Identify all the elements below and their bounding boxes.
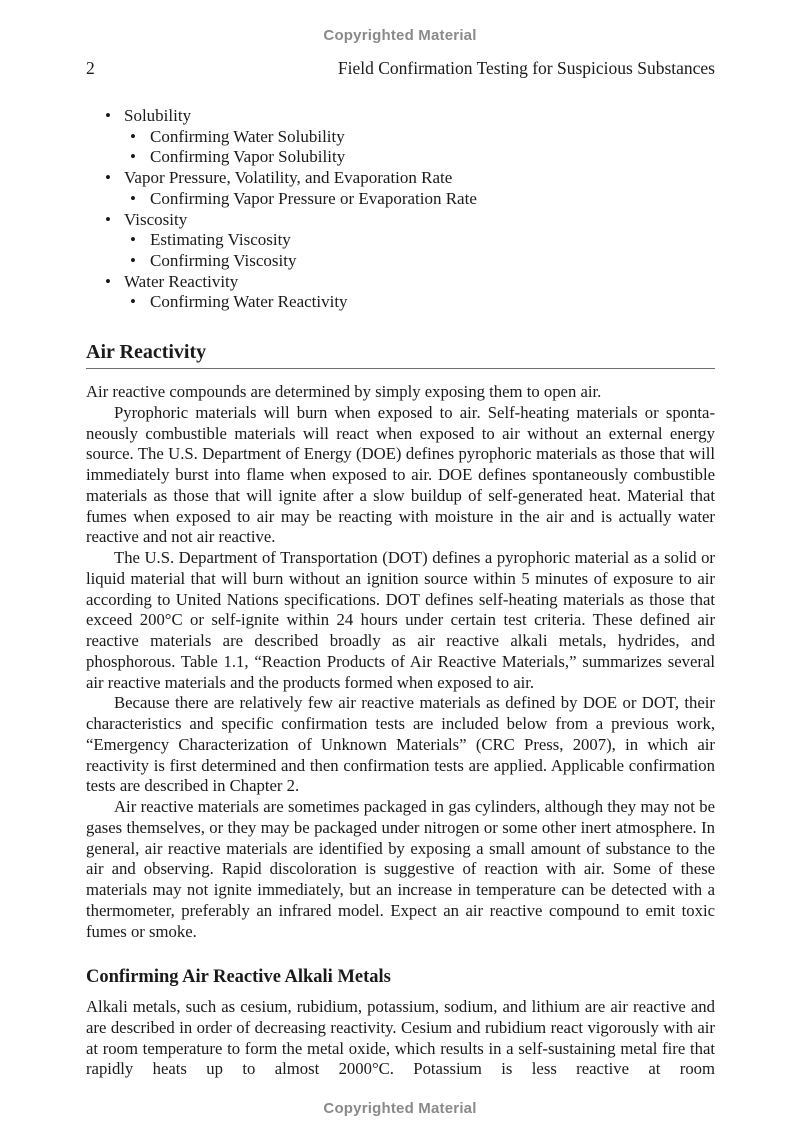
section-body	[86, 382, 715, 942]
page-number: 2	[86, 58, 95, 78]
running-title: Field Confirmation Testing for Suspicious Substances	[337, 58, 715, 78]
subtopic-item: • Confirming Water Reactivity	[86, 292, 715, 313]
body-paragraph: Because there are relatively few air reactive materials as defined by DOE or DOT, their characteristics and specific confirmation tests are included below from a previous work, “Emergency Characterization of Unknown Materials” (CRC Press, 2007), in which air reactivity is first determined and then confirmation tests are applied. Applicable confirmation tests are described in Chapter 2.	[86, 693, 715, 796]
topic-item: • Viscosity	[86, 210, 715, 231]
topic-list	[86, 106, 715, 313]
body-paragraph: Alkali metals, such as cesium, rubidium, potassium, sodium, and lithium are air reactive and are described in order of decreasing reactivity. Cesium and rubidium react vigorously with air at room temperature to form the metal oxide, which results in a self-sustaining metal fire that rapidly heats up to almost 2000°C. Potassium is less reactive at room	[86, 997, 715, 1079]
copyright-watermark-top: Copyrighted Material	[323, 27, 477, 44]
subsection-heading: Confirming Air Reactive Alkali Metals	[86, 967, 391, 987]
body-paragraph: The U.S. Department of Transportation (DOT) defines a pyrophoric material as a solid or liquid material that will burn without an ignition source within 5 minutes of exposure to air according to United Nations specifications. DOT defines self-heating materials as those that exceed 200°C or self-ignite within 24 hours under certain test criteria. These defined air reactive materials are described broadly as air reactive alkali metals, hydrides, and phosphorous. Table 1.1, “Reaction Products of Air Reactive Materials,” summarizes several air reactive materials and the products formed when exposed to air.	[86, 548, 715, 692]
section-heading: Air Reactivity	[86, 340, 715, 369]
topic-item: • Vapor Pressure, Volatility, and Evaporation Rate	[86, 168, 715, 189]
body-paragraph: Air reactive materials are sometimes packaged in gas cylinders, although they may not be gases themselves, or they may be packaged under nitrogen or some other inert atmosphere. In general, air reactive materials are identified by exposing a small amount of substance to the air and observing. Rapid discoloration is suggestive of reaction with air. Some of these materials may not ignite immediately, but an increase in temperature can be detected with a thermometer, preferably an infrared model. Expect an air reactive compound to emit toxic fumes or smoke.	[86, 797, 715, 941]
running-header	[86, 58, 715, 82]
subsection-body	[86, 997, 715, 1101]
subtopic-item: • Confirming Vapor Solubility	[86, 147, 715, 168]
subtopic-item: • Estimating Viscosity	[86, 230, 715, 251]
copyright-watermark-bottom: Copyrighted Material	[323, 1100, 477, 1117]
topic-item: • Water Reactivity	[86, 272, 715, 293]
topic-item: • Solubility	[86, 106, 715, 127]
subtopic-item: • Confirming Water Solubility	[86, 127, 715, 148]
body-paragraph: Air reactive compounds are determined by simply exposing them to open air.	[86, 382, 602, 401]
subtopic-item: • Confirming Viscosity	[86, 251, 715, 272]
body-paragraph: Pyrophoric materials will burn when exposed to air. Self-heating materials or spontaneously combustible materials will react when exposed to air without an external energy source. The U.S. Department of Energy (DOE) defines pyrophoric materials as those that will immediately burst into flame when exposed to air. DOE defines spontaneously combustible materials as those that will ignite after a slow buildup of self-generated heat. Material that fumes when exposed to air may be reacting with moisture in the air and is actually water reactive and not air reactive.	[86, 402, 715, 547]
subtopic-item: • Confirming Vapor Pressure or Evaporation Rate	[86, 189, 715, 210]
